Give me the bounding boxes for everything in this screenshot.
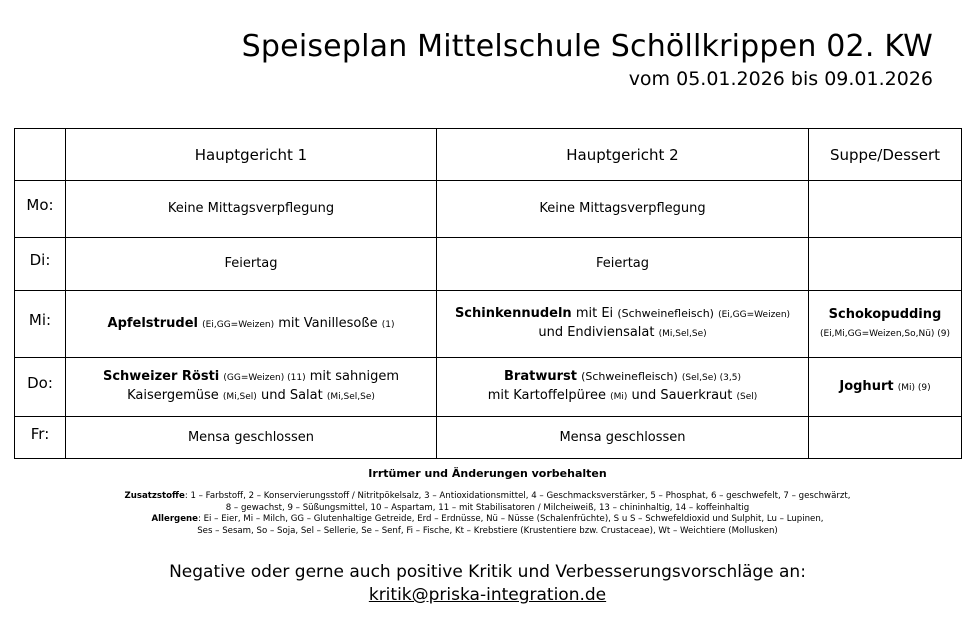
column-header-hauptgericht-2: Hauptgericht 2 (437, 129, 809, 181)
allergen-note: (Ei,GG=Weizen) (718, 310, 791, 320)
table-row-wednesday (15, 291, 962, 358)
wednesday-hauptgericht-1 (66, 291, 437, 358)
table-row-friday (15, 417, 962, 459)
allergens-label: Allergene (151, 514, 198, 524)
dish-text: mit Ei (575, 306, 614, 321)
wednesday-dessert (809, 291, 962, 358)
allergens-line-1 (14, 514, 961, 526)
tuesday-hauptgericht-2: Feiertag (437, 238, 809, 291)
thursday-hauptgericht-2 (437, 358, 809, 417)
thursday-hauptgericht-1 (66, 358, 437, 417)
monday-dessert (809, 181, 962, 238)
allergen-note: (Mi,Sel,Se) (658, 329, 707, 339)
dish-text: mit Kartoffelpüree (487, 388, 606, 403)
meat-note: (Schweinefleisch) (617, 307, 714, 320)
dish-text: mit sahnigem (309, 369, 400, 384)
additives-line-1 (14, 491, 961, 503)
allergen-note: (Ei,GG=Weizen) (202, 319, 275, 330)
column-header-suppe-dessert: Suppe/Dessert (809, 129, 962, 181)
day-label-tuesday: Di: (15, 238, 66, 291)
dish-name: Apfelstrudel (107, 315, 199, 331)
legend (14, 491, 961, 537)
monday-hauptgericht-1: Keine Mittagsverpflegung (66, 181, 437, 238)
additives-label: Zusatzstoffe (124, 491, 185, 501)
friday-hauptgericht-1: Mensa geschlossen (66, 417, 437, 459)
feedback-section (14, 561, 961, 607)
feedback-text: Negative oder gerne auch positive Kritik und Verbesserungsvorschläge an: (169, 562, 806, 582)
table-row-thursday (15, 358, 962, 417)
tuesday-hauptgericht-1: Feiertag (66, 238, 437, 291)
additives-text: : 1 – Farbstoff, 2 – Konservierungsstoff / Nitritpökelsalz, 3 – Antioxidationsmittel, 4 – Geschmacksverstärker, 5 – Phosphat, 6 – geschwefelt, 7 – geschwärzt, (184, 491, 851, 501)
thursday-dessert (809, 358, 962, 417)
allergen-note: (Mi) (610, 392, 628, 402)
additive-note: (1) (381, 319, 395, 330)
dish-text: und Sauerkraut (631, 388, 733, 403)
date-range: vom 05.01.2026 bis 09.01.2026 (628, 68, 933, 90)
day-label-friday: Fr: (15, 417, 66, 459)
table-row-monday (15, 181, 962, 238)
monday-hauptgericht-2: Keine Mittagsverpflegung (437, 181, 809, 238)
friday-hauptgericht-2: Mensa geschlossen (437, 417, 809, 459)
day-label-monday: Mo: (15, 181, 66, 238)
allergen-note: (Ei,Mi,GG=Weizen,So,Nü) (9) (819, 328, 951, 339)
dish-name: Bratwurst (504, 369, 577, 384)
day-label-wednesday: Mi: (15, 291, 66, 358)
allergen-note: (Sel) (736, 392, 758, 402)
allergen-note: (Mi,Sel) (222, 392, 257, 402)
allergens-line-2: Ses – Sesam, So – Soja, Sel – Sellerie, Se – Senf, Fi – Fische, Kt – Krebstiere (Krustentiere bzw. Crustaceae), Wt – Weichtiere (Mollusken) (197, 525, 778, 536)
table-row-tuesday (15, 238, 962, 291)
table-header-row (15, 129, 962, 181)
day-label-thursday: Do: (15, 358, 66, 417)
page-title: Speiseplan Mittelschule Schöllkrippen 02. KW (241, 29, 933, 64)
dish-text: und Salat (260, 388, 323, 403)
allergen-note: (GG=Weizen) (11) (223, 373, 306, 383)
dish-name: Schweizer Rösti (102, 369, 220, 384)
disclaimer: Irrtümer und Änderungen vorbehalten (368, 467, 607, 480)
dish-name: Schinkennudeln (454, 306, 572, 321)
allergens-text: : Ei – Eier, Mi – Milch, GG – Glutenhaltige Getreide, Erd – Erdnüsse, Nü – Nüsse (Schalenfrüchte), S u S – Schwefeldioxid und Sulphit, Lu – Lupinen, (198, 514, 824, 524)
dish-text: Kaisergemüse (127, 388, 219, 403)
dish-text: mit Vanillesoße (278, 315, 378, 331)
dish-text: und Endiviensalat (538, 325, 655, 340)
feedback-email-link[interactable]: kritik@priska-integration.de (368, 585, 607, 605)
header (242, 28, 933, 92)
tuesday-dessert (809, 238, 962, 291)
wednesday-hauptgericht-2 (437, 291, 809, 358)
column-header-hauptgericht-1: Hauptgericht 1 (66, 129, 437, 181)
allergen-note: (Mi) (9) (897, 382, 931, 393)
allergen-note: (Sel,Se) (3,5) (681, 373, 741, 383)
dessert-name: Schokopudding (828, 306, 942, 322)
friday-dessert (809, 417, 962, 459)
allergen-note: (Mi,Sel,Se) (326, 392, 375, 402)
menu-table (14, 128, 962, 459)
dessert-name: Joghurt (839, 378, 894, 394)
additives-line-2: 8 – gewachst, 9 – Süßungsmittel, 10 – Aspartam, 11 – mit Stabilisatoren / Milcheiweiß, 13 – chininhaltig, 14 – koffeinhaltig (225, 502, 750, 513)
corner-cell (15, 129, 66, 181)
meat-note: (Schweinefleisch) (581, 370, 678, 383)
